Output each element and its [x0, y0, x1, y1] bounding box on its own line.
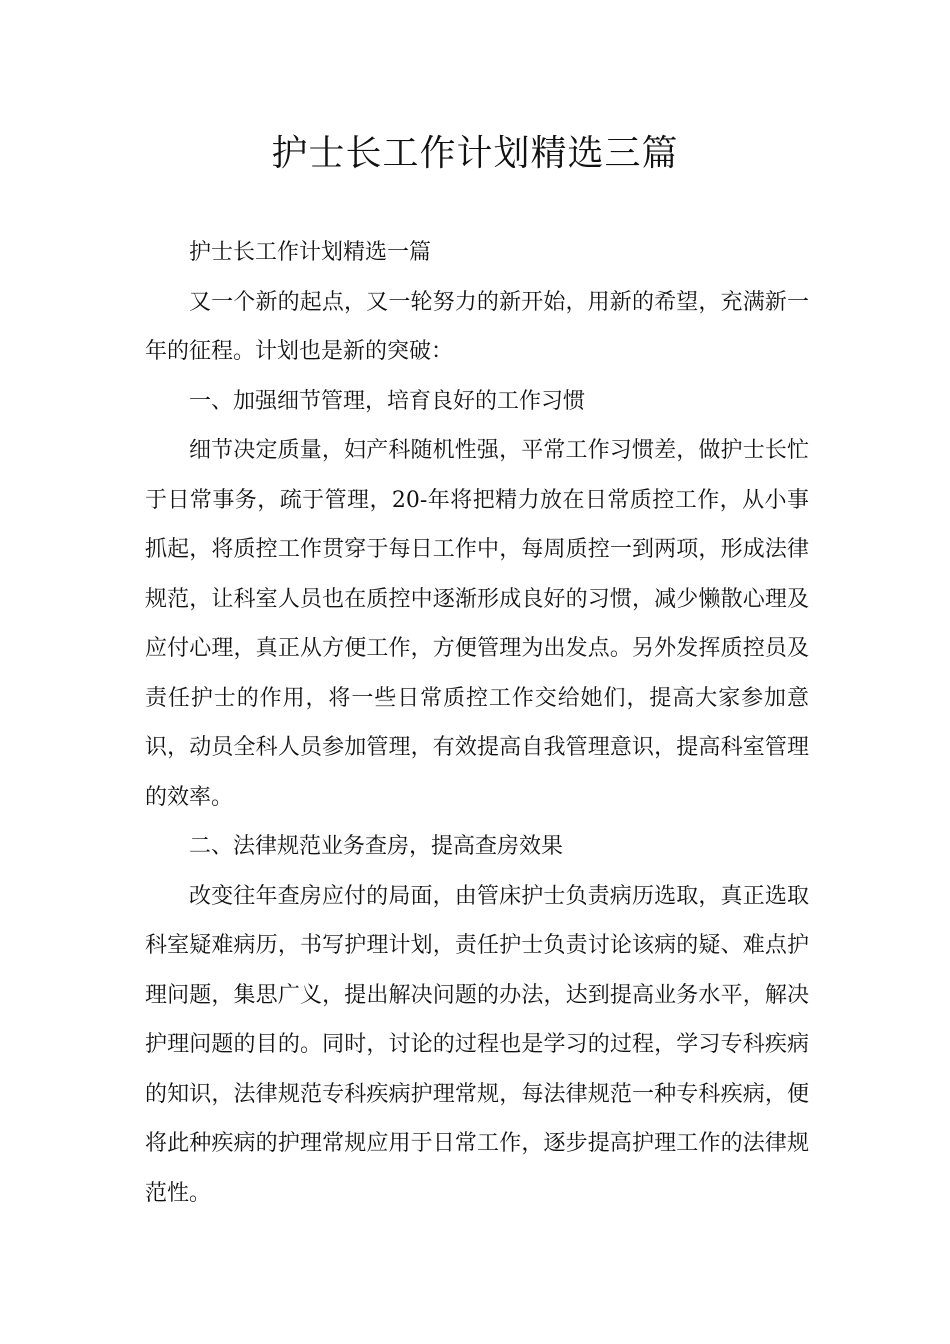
- section-body-2: 改变往年查房应付的局面，由管床护士负责病历选取，真正选取科室疑难病历，书写护理计划，责任护士负责讨论该病的疑、难点护理问题，集思广义，提出解决问题的办法，达到提高业务水平，解决护理问题的目的。同时，讨论的过程也是学习的过程，学习专科疾病的知识，法律规范专科疾病护理常规，每法律规范一种专科疾病，便将此种疾病的护理常规应用于日常工作，逐步提高护理工作的法律规范性。: [145, 883, 809, 1206]
- section-heading-1: 一、加强细节管理，培育良好的工作习惯: [189, 388, 586, 414]
- subtitle-paragraph: 护士长工作计划精选一篇: [189, 240, 432, 265]
- document-title: 护士长工作计划精选三篇: [271, 133, 679, 174]
- document-body: [145, 228, 809, 1218]
- section-heading-2: 二、法律规范业务查房，提高查房效果: [189, 834, 564, 859]
- intro-paragraph: 又一个新的起点，又一轮努力的新开始，用新的希望，充满新一年的征程。计划也是新的突破：: [145, 289, 809, 364]
- section-body-1: 细节决定质量，妇产科随机性强，平常工作习惯差，做护士长忙于日常事务，疏于管理，20-年将把精力放在日常质控工作，从小事抓起，将质控工作贯穿于每日工作中，每周质控一到两项，形成法律规范，让科室人员也在质控中逐渐形成良好的习惯，减少懒散心理及应付心理，真正从方便工作，方便管理为出发点。另外发挥质控员及责任护士的作用，将一些日常质控工作交给她们，提高大家参加意识，动员全科人员参加管理，有效提高自我管理意识，提高科室管理的效率。: [145, 438, 809, 810]
